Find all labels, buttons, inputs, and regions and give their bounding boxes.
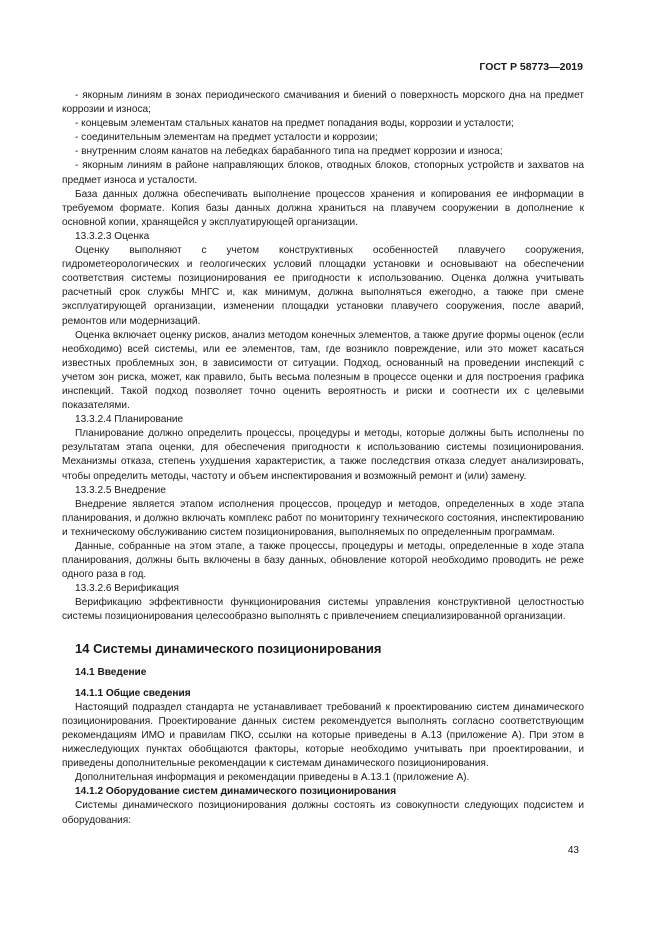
clause-heading: 14.1.2 Оборудование систем динамического позиционирования [75, 786, 397, 798]
standard-number: ГОСТ Р 58773—2019 [479, 61, 583, 73]
paragraph: Планирование должно определить процессы, процедуры и методы, которые должны быть исполнены по результатам этапа оценки, для обеспечения пригодности к использованию системы позиционирования. Механизмы отказа, степень ухудшения характеристик, а также последствия отказа следует анализировать, чтобы определить методы, частоту и объем инспектирования и возможный ремонт и (или) замену. [62, 428, 584, 482]
clause-heading: 14.1.1 Общие сведения [75, 687, 191, 699]
clause-heading: 13.3.2.5 Внедрение [75, 484, 166, 496]
paragraph: Системы динамического позиционирования должны состоять из совокупности следующих подсистем и оборудования: [62, 800, 584, 826]
paragraph: Данные, собранные на этом этапе, а также процессы, процедуры и методы, определенные в ходе этапа планирования, должны быть включены в базу данных, обновление которой необходимо проводить не реже одного раза в год. [62, 541, 584, 581]
page-body [62, 89, 584, 828]
paragraph: Внедрение является этапом исполнения процессов, процедур и методов, определенных в ходе этапа планирования, и должно включать комплекс работ по мониторингу технического состояния, инспектированию и техническому обслуживанию систем позиционирования, выполняемых по определенным программам. [62, 498, 584, 538]
paragraph: Дополнительная информация и рекомендации приведены в А.13.1 (приложение А). [75, 772, 470, 784]
paragraph: Оценка включает оценку рисков, анализ методом конечных элементов, а также другие формы оценок (если необходимо) всей системы, или ее элементов, там, где возникло повреждение, или это может касаться известных проблемных зон, в зависимости от ситуации. Подход, основанный на проведении инспекций с учетом зон риска, может, как правило, быть весьма полезным в процессе оценки и для построения графика инспекций. Такой подход позволяет точно оценить вероятность и риски и соотнести их с целевыми показателями. [62, 329, 584, 412]
paragraph: - концевым элементам стальных канатов на предмет попадания воды, коррозии и усталости; [75, 118, 514, 130]
clause-heading: 13.3.2.6 Верификация [75, 583, 179, 595]
section-heading: 14 Системы динамического позиционирования [75, 640, 382, 656]
clause-heading: 13.3.2.4 Планирование [75, 414, 184, 426]
paragraph: - соединительным элементам на предмет усталости и коррозии; [75, 132, 378, 144]
clause-heading: 13.3.2.3 Оценка [75, 230, 150, 242]
paragraph: База данных должна обеспечивать выполнение процессов хранения и копирования ее информации в требуемом формате. Копия базы данных должна храниться на плавучем сооружении в дополнение к основной копии, хранящейся у эксплуатирующей организации. [62, 188, 584, 228]
paragraph: - якорным линиям в зонах периодического смачивания и биений о поверхность морского дна на предмет коррозии и износа; [62, 90, 584, 116]
paragraph: Оценку выполняют с учетом конструктивных особенностей плавучего сооружения, гидрометеорологических и геологических условий площадки установки и основывают на обеспечении соответствия системы позиционирования ее пригодности к использованию. Оценка должна учитывать расчетный срок службы МНГС и, как минимум, должна выполняться ежегодно, а также при смене эксплуатирующей организации, изменении площадки установки плавучего сооружения, после аварий, ремонтов или модернизаций. [62, 245, 584, 327]
paragraph: Настоящий подраздел стандарта не устанавливает требований к проектированию систем динамического позиционирования. Проектирование данных систем рекомендуется выполнять согласно соответствующим рекомендациям ИМО и правилам ПКО, ссылки на которые приведены в А.13 (приложение А). При этом в нижеследующих пунктах обобщаются факторы, которые необходимо учитывать при проектировании, и приведены дополнительные рекомендации к системам динамического позиционирования. [62, 701, 584, 770]
page-number: 43 [567, 845, 579, 856]
paragraph: Верификацию эффективности функционирования системы управления конструктивной целостностью системы позиционирования целесообразно выполнять с привлечением специализированной организации. [62, 597, 584, 623]
subsection-heading: 14.1 Введение [75, 666, 147, 678]
paragraph: - якорным линиям в районе направляющих блоков, отводных блоков, стопорных устройств и захватов на предмет износа и усталости. [62, 160, 584, 186]
paragraph: - внутренним слоям канатов на лебедках барабанного типа на предмет коррозии и износа; [75, 146, 503, 158]
